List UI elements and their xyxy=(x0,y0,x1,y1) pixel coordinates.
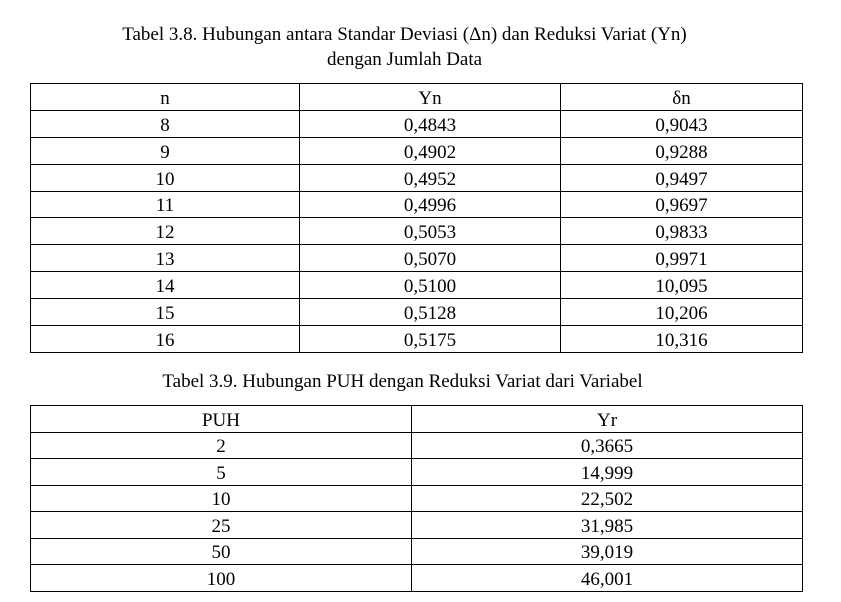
table-row xyxy=(31,272,803,299)
table-row xyxy=(31,432,803,459)
cell-n: 10 xyxy=(31,164,300,191)
cell-n: 12 xyxy=(31,218,300,245)
table-row xyxy=(31,299,803,326)
cell-puh: 2 xyxy=(31,432,412,459)
cell-delta-n: 0,9288 xyxy=(561,137,803,164)
cell-puh: 25 xyxy=(31,512,412,539)
table1-header-row xyxy=(31,84,803,111)
cell-yn: 0,5100 xyxy=(300,272,561,299)
table-row xyxy=(31,459,803,486)
cell-yn: 0,5070 xyxy=(300,245,561,272)
cell-yn: 0,5053 xyxy=(300,218,561,245)
cell-yr: 39,019 xyxy=(412,538,803,565)
cell-yn: 0,4843 xyxy=(300,110,561,137)
cell-yn: 0,4902 xyxy=(300,137,561,164)
cell-yn: 0,4996 xyxy=(300,191,561,218)
table-row xyxy=(31,538,803,565)
table2-header-row xyxy=(31,406,803,433)
cell-puh: 5 xyxy=(31,459,412,486)
cell-delta-n: 10,316 xyxy=(561,326,803,353)
table-row xyxy=(31,485,803,512)
cell-yr: 31,985 xyxy=(412,512,803,539)
cell-n: 9 xyxy=(31,137,300,164)
cell-delta-n: 0,9043 xyxy=(561,110,803,137)
header-yn: Yn xyxy=(300,84,561,111)
cell-yn: 0,4952 xyxy=(300,164,561,191)
cell-n: 13 xyxy=(31,245,300,272)
cell-n: 15 xyxy=(31,299,300,326)
cell-n: 11 xyxy=(31,191,300,218)
cell-puh: 50 xyxy=(31,538,412,565)
cell-delta-n: 0,9497 xyxy=(561,164,803,191)
cell-delta-n: 0,9833 xyxy=(561,218,803,245)
table-row xyxy=(31,245,803,272)
table-row xyxy=(31,191,803,218)
cell-n: 16 xyxy=(31,326,300,353)
header-delta-n: δn xyxy=(561,84,803,111)
table-puh-reduksi-variat xyxy=(30,405,803,592)
table-row xyxy=(31,218,803,245)
cell-yr: 22,502 xyxy=(412,485,803,512)
header-n: n xyxy=(31,84,300,111)
cell-delta-n: 10,095 xyxy=(561,272,803,299)
table-row xyxy=(31,565,803,592)
cell-delta-n: 0,9697 xyxy=(561,191,803,218)
table-row xyxy=(31,137,803,164)
cell-n: 8 xyxy=(31,110,300,137)
table-row xyxy=(31,512,803,539)
cell-yn: 0,5175 xyxy=(300,326,561,353)
table-standar-deviasi xyxy=(30,83,803,353)
header-puh: PUH xyxy=(31,406,412,433)
cell-yr: 14,999 xyxy=(412,459,803,486)
cell-yr: 46,001 xyxy=(412,565,803,592)
cell-delta-n: 10,206 xyxy=(561,299,803,326)
table1-caption-line2: dengan Jumlah Data xyxy=(326,49,483,70)
header-yr: Yr xyxy=(412,406,803,433)
table2-caption: Tabel 3.9. Hubungan PUH dengan Reduksi Variat dari Variabel xyxy=(162,371,643,392)
cell-delta-n: 0,9971 xyxy=(561,245,803,272)
table-row xyxy=(31,326,803,353)
cell-yr: 0,3665 xyxy=(412,432,803,459)
cell-yn: 0,5128 xyxy=(300,299,561,326)
cell-n: 14 xyxy=(31,272,300,299)
table1-caption-line1: Tabel 3.8. Hubungan antara Standar Deviasi (Δn) dan Reduksi Variat (Yn) xyxy=(122,24,687,45)
table-row xyxy=(31,164,803,191)
cell-puh: 10 xyxy=(31,485,412,512)
cell-puh: 100 xyxy=(31,565,412,592)
table-row xyxy=(31,110,803,137)
